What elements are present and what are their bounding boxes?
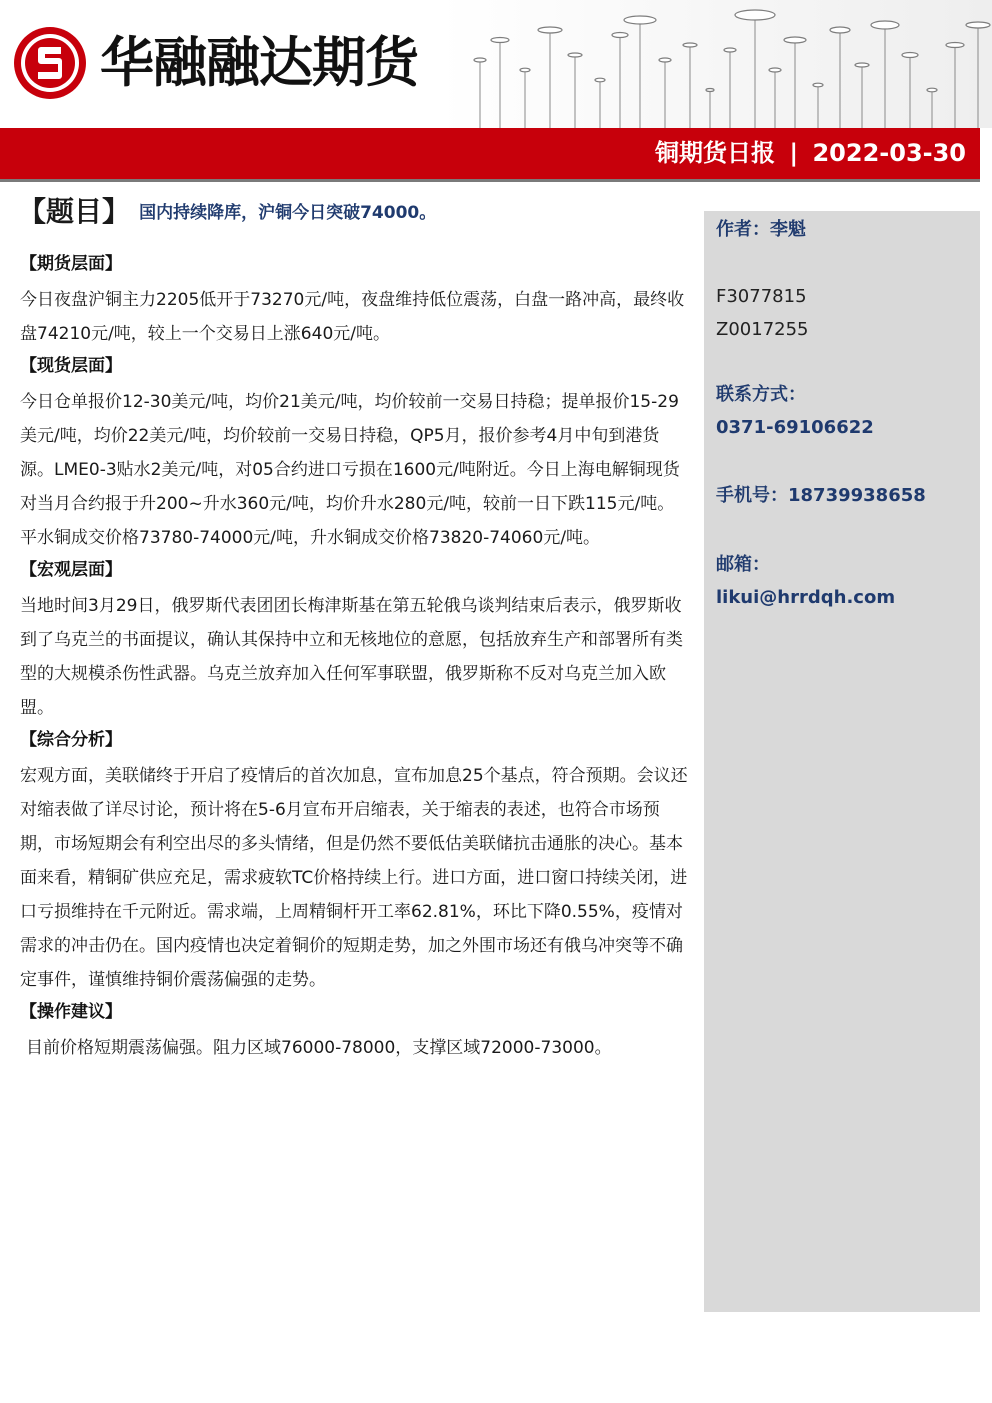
section-heading: 【期货层面】: [20, 254, 122, 274]
contact-label: 联系方式：: [716, 384, 806, 405]
section-heading: 【宏观层面】: [20, 560, 122, 580]
section-paragraph: 今日仓单报价12-30美元/吨，均价21美元/吨，均价较前一交易日持稳；提单报价15-29美元/吨，均价22美元/吨，均价较前一交易日持稳，QP5月，报价参考4月中旬到港货源。LME0-3贴水2美元/吨，对05合约进口亏损在1600元/吨附近。今日上海电解铜现货对当月合约报于升200~升水360元/吨，均价升水280元/吨，较前一日下跌115元/吨。平水铜成交价格73780-74000元/吨，升水铜成交价格73820-74060元/吨。: [20, 392, 680, 548]
decorative-network-graphic: [440, 0, 992, 128]
mobile-number: 手机号：18739938658: [716, 485, 926, 506]
email-link[interactable]: likui@hrrdqh.com: [716, 587, 896, 608]
report-banner-title: [655, 128, 966, 179]
company-name: 华融融达期货: [100, 31, 418, 94]
section-paragraph: 宏观方面，美联储终于开启了疫情后的首次加息，宣布加息25个基点，符合预期。会议还对缩表做了详尽讨论，预计将在5-6月宣布开启缩表，关于缩表的表述，也符合市场预期，市场短期会有利空出尽的多头情绪，但是仍然不要低估美联储抗击通胀的决心。基本面来看，精铜矿供应充足，需求疲软TC价格持续上行。进口方面，进口窗口持续关闭，进口亏损维持在千元附近。需求端，上周精铜杆开工率62.81%，环比下降0.55%，疫情对需求的冲击仍在。国内疫情也决定着铜价的短期走势，加之外围市场还有俄乌冲突等不确定事件，谨慎维持铜价震荡偏强的走势。: [20, 766, 688, 990]
report-body: [20, 249, 690, 1065]
section-macro: [20, 555, 690, 725]
title-separator: |: [789, 139, 799, 167]
section-spot: [20, 351, 690, 555]
email-label: 邮箱：: [716, 554, 770, 575]
headline-label: 【题目】: [18, 195, 131, 228]
section-heading: 【现货层面】: [20, 356, 122, 376]
license-number-2: Z0017255: [716, 319, 809, 340]
banner-divider: [0, 179, 980, 182]
license-number-1: F3077815: [716, 286, 807, 307]
section-paragraph: 目前价格短期震荡偏强。阻力区域76000-78000，支撑区域72000-73000。: [26, 1038, 612, 1058]
contact-phone: 0371-69106622: [716, 417, 874, 438]
section-heading: 【综合分析】: [20, 730, 122, 750]
author-sidebar: [704, 211, 980, 1312]
section-analysis: [20, 725, 690, 997]
report-date: 2022-03-30: [812, 139, 966, 167]
section-advice: [20, 997, 690, 1065]
report-title: 铜期货日报: [655, 139, 775, 167]
author-name: 作者：李魁: [716, 219, 806, 240]
section-futures: [20, 249, 690, 351]
report-banner: [0, 128, 980, 179]
report-headline: [18, 190, 436, 230]
company-logo-icon: [12, 25, 88, 101]
section-paragraph: 当地时间3月29日，俄罗斯代表团团长梅津斯基在第五轮俄乌谈判结束后表示，俄罗斯收到了乌克兰的书面提议，确认其保持中立和无核地位的意愿，包括放弃生产和部署所有类型的大规模杀伤性武器。乌克兰放弃加入任何军事联盟，俄罗斯称不反对乌克兰加入欧盟。: [20, 596, 683, 718]
section-paragraph: 今日夜盘沪铜主力2205低开于73270元/吨，夜盘维持低位震荡，白盘一路冲高，最终收盘74210元/吨，较上一个交易日上涨640元/吨。: [20, 290, 685, 344]
page-header: [0, 0, 992, 128]
headline-text: 国内持续降库，沪铜今日突破74000。: [139, 202, 437, 223]
section-heading: 【操作建议】: [20, 1002, 122, 1022]
